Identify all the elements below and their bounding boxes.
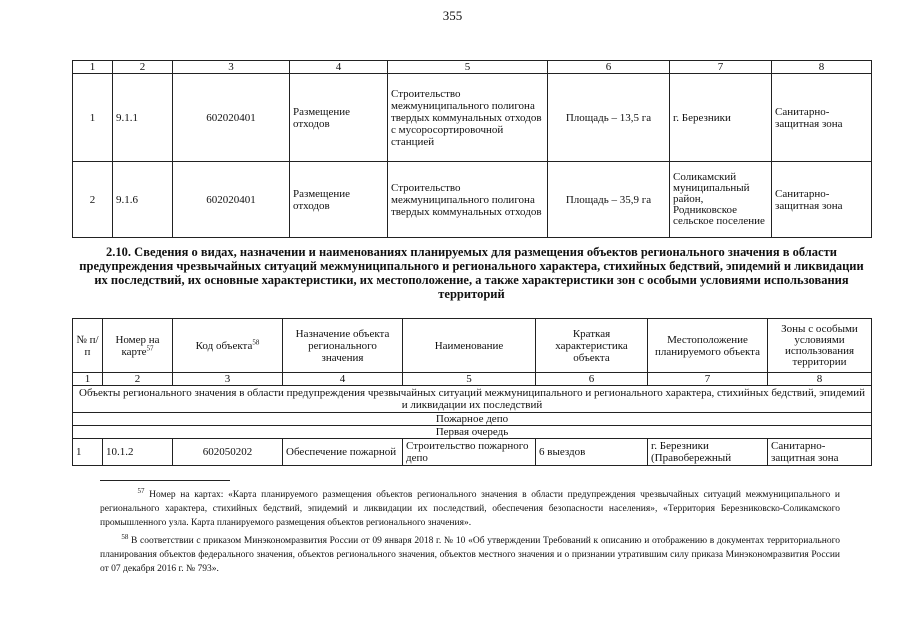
footnote-mark: 58 — [121, 532, 129, 541]
row-code: 9.1.6 — [113, 162, 173, 238]
object-purpose: Обеспечение пожарной — [283, 439, 403, 466]
footnote-mark: 57 — [137, 486, 145, 495]
footnote-57 — [100, 488, 840, 530]
object-location: Соликамский муниципальный район, Родниковское сельское поселение — [670, 162, 772, 238]
footnote-ref-57: 57 — [146, 343, 154, 352]
table-row — [73, 439, 872, 466]
row-code: 9.1.1 — [113, 74, 173, 162]
column-index: 6 — [536, 373, 648, 386]
row-number: 2 — [73, 162, 113, 238]
table-row — [73, 162, 872, 238]
footnote-58 — [100, 534, 840, 576]
objects-table-regional — [72, 318, 872, 466]
object-location: г. Березники — [670, 74, 772, 162]
column-index: 2 — [113, 61, 173, 74]
stage-row — [73, 426, 872, 439]
column-index: 3 — [173, 61, 290, 74]
object-code: 602020401 — [173, 74, 290, 162]
zone-type: Санитарно-защитная зона — [772, 162, 872, 238]
column-header-location: Местоположение планируемого объекта — [648, 319, 768, 373]
table-row — [73, 74, 872, 162]
column-header-map-number: Номер на карте$^{57}$ — [103, 319, 173, 373]
row-number: 1 — [73, 439, 103, 466]
column-index: 5 — [388, 61, 548, 74]
column-header-name: Наименование — [403, 319, 536, 373]
column-index: 2 — [103, 373, 173, 386]
zone-type: Санитарно-защитная зона — [772, 74, 872, 162]
column-index: 5 — [403, 373, 536, 386]
group-title: Объекты регионального значения в области предупреждения чрезвычайных ситуаций межмуниципального и регионального характера, стихийных бедствий, эпидемий и ликвидации их последствий — [73, 386, 872, 413]
object-name: Строительство межмуниципального полигона твердых коммунальных отходов с мусоросортировочной станцией — [388, 74, 548, 162]
object-location: г. Березники (Правобережный — [648, 439, 768, 466]
column-index-row — [73, 61, 872, 74]
column-header-object-code: Код объекта$^{58}$ — [173, 319, 283, 373]
objects-table-top — [72, 60, 872, 238]
object-feature: Площадь – 13,5 га — [548, 74, 670, 162]
object-code: 602050202 — [173, 439, 283, 466]
subgroup-row — [73, 413, 872, 426]
object-feature: 6 выездов — [536, 439, 648, 466]
object-purpose: Размещение отходов — [290, 162, 388, 238]
map-number: 10.1.2 — [103, 439, 173, 466]
header-row — [73, 319, 872, 373]
column-header-feature: Краткая характеристика объекта — [536, 319, 648, 373]
zone-type: Санитарно-защитная зона — [768, 439, 872, 466]
footnote-ref-58: 58 — [252, 337, 260, 346]
column-index: 8 — [772, 61, 872, 74]
column-index-row — [73, 373, 872, 386]
footnote-text: В соответствии с приказом Минэкономразвития России от 09 января 2018 г. № 10 «Об утверждении Требований к описанию и отображению в документах территориального планирования объектов федерального значения, объектов регионального значения, объектов местного значения и о признании утратившим силу приказа Минэкономразвития России от 07 декабря 2016 г. № 793». — [100, 536, 840, 574]
object-name: Строительство пожарного депо — [403, 439, 536, 466]
page-number: 355 — [442, 8, 463, 23]
subgroup-title: Пожарное депо — [73, 413, 872, 426]
column-index: 4 — [290, 61, 388, 74]
column-index: 1 — [73, 373, 103, 386]
section-title: 2.10. Сведения о видах, назначении и наименованиях планируемых для размещения объектов регионального значения в области предупреждения чрезвычайных ситуаций межмуниципального и регионального характера, стихийных бедствий, эпидемий и ликвидации их последствий, их основные характеристики, их местоположение, а также характеристики зон с особыми условиями использования территорий — [79, 245, 864, 301]
column-header-purpose: Назначение объекта регионального значения — [283, 319, 403, 373]
object-code: 602020401 — [173, 162, 290, 238]
column-index: 1 — [73, 61, 113, 74]
column-header-zone: Зоны с особыми условиями использования территории — [768, 319, 872, 373]
column-index: 7 — [648, 373, 768, 386]
column-index: 7 — [670, 61, 772, 74]
object-name: Строительство межмуниципального полигона твердых коммунальных отходов — [388, 162, 548, 238]
group-row — [73, 386, 872, 413]
column-index: 3 — [173, 373, 283, 386]
column-header-num: № п/п — [73, 319, 103, 373]
column-index: 8 — [768, 373, 872, 386]
object-purpose: Размещение отходов — [290, 74, 388, 162]
object-feature: Площадь – 35,9 га — [548, 162, 670, 238]
stage-title: Первая очередь — [73, 426, 872, 439]
row-number: 1 — [73, 74, 113, 162]
column-index: 4 — [283, 373, 403, 386]
footnote-separator — [100, 480, 230, 481]
column-index: 6 — [548, 61, 670, 74]
footnote-text: Номер на картах: «Карта планируемого размещения объектов регионального значения в области предупреждения чрезвычайных ситуаций межмуниципального и регионального характера, стихийных бедствий, эпидемий и ликвидации их последствий, обеспечения безопасности населения», «Территория Березниковско-Соликамского промышленного узла. Карта планируемого размещения объектов регионального значения». — [100, 490, 841, 528]
